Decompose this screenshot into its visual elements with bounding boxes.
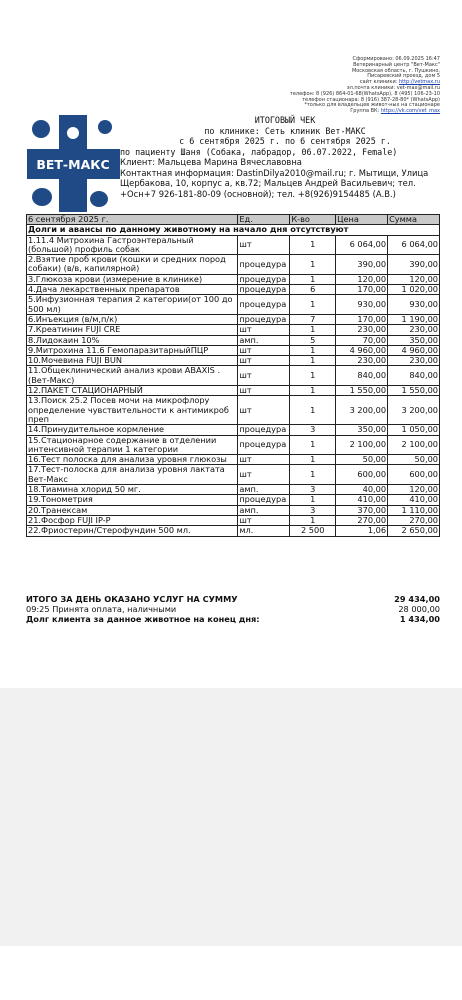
- item-price: 4 960,00: [336, 345, 388, 355]
- item-name: 20.Транексам: [27, 505, 238, 515]
- clinic-info-header: [290, 57, 440, 115]
- item-sum: 230,00: [388, 356, 440, 366]
- item-qty: 7: [290, 314, 336, 324]
- item-price: 230,00: [336, 325, 388, 335]
- item-unit: процедура: [238, 314, 290, 324]
- item-unit: процедура: [238, 285, 290, 295]
- table-row: [27, 396, 440, 425]
- table-row: [27, 526, 440, 536]
- table-header-row: [27, 215, 440, 225]
- logo-text: ВЕТ-МАКС: [36, 157, 110, 172]
- day-total-value: 29 434,00: [394, 594, 440, 604]
- receipt-title: ИТОГОВЫЙ ЧЕК: [254, 115, 316, 125]
- item-sum: 1 020,00: [388, 285, 440, 295]
- day-total-label: ИТОГО ЗА ДЕНЬ ОКАЗАНО УСЛУГ НА СУММУ: [26, 594, 238, 604]
- item-qty: 3: [290, 485, 336, 495]
- item-unit: шт: [238, 455, 290, 465]
- item-price: 1,06: [336, 526, 388, 536]
- item-sum: 4 960,00: [388, 345, 440, 355]
- item-qty: 1: [290, 465, 336, 485]
- item-name: 7.Креатинин FUJI CRE: [27, 325, 238, 335]
- clinic-hospital-phone: телефон стационара: 8 (916) 387-28-80* (WhatsApp): [302, 96, 440, 103]
- item-price: 6 064,00: [336, 235, 388, 255]
- table-row: [27, 505, 440, 515]
- item-price: 230,00: [336, 356, 388, 366]
- item-sum: 120,00: [388, 274, 440, 284]
- item-qty: 1: [290, 386, 336, 396]
- item-price: 840,00: [336, 366, 388, 386]
- table-row: [27, 455, 440, 465]
- item-unit: амп.: [238, 335, 290, 345]
- receipt-patient: по пациенту Шаня (Собака, лабрадор, 06.07.2022, Female): [120, 146, 398, 157]
- item-sum: 1 050,00: [388, 425, 440, 435]
- item-sum: 1 110,00: [388, 505, 440, 515]
- item-qty: 1: [290, 255, 336, 275]
- item-name: 10.Мочевина FUJI BUN: [27, 356, 238, 366]
- table-row: [27, 356, 440, 366]
- item-unit: процедура: [238, 435, 290, 455]
- item-name: 22.Фриостерин/Стерофундин 500 мл.: [27, 526, 238, 536]
- clinic-site-link[interactable]: http://vetmax.ru: [398, 79, 440, 86]
- item-qty: 1: [290, 495, 336, 505]
- item-sum: 2 100,00: [388, 435, 440, 455]
- item-name: 18.Тиамина хлорид 50 мг.: [27, 485, 238, 495]
- item-unit: шт: [238, 366, 290, 386]
- item-qty: 6: [290, 285, 336, 295]
- item-sum: 50,00: [388, 455, 440, 465]
- table-row: [27, 495, 440, 505]
- receipt-contact: Контактная информация: DastinDilya2010@mail.ru; г. Мытищи, Улица Щербакова, 10, корпус а, кв.72; Мальцев Андрей Васильевич; тел. +Осн+7 926-181-80-09 (основной); тел. +8(926)9154485 (А.В.): [120, 167, 429, 199]
- item-sum: 410,00: [388, 495, 440, 505]
- item-sum: 390,00: [388, 255, 440, 275]
- item-qty: 5: [290, 335, 336, 345]
- receipt-clinic: по клинике: Сеть клиник Вет-МАКС: [204, 125, 366, 136]
- table-row: [27, 345, 440, 355]
- col-header-unit: Ед.: [238, 215, 290, 225]
- item-qty: 1: [290, 396, 336, 425]
- services-table: [26, 214, 440, 537]
- payment-label: 09:25 Принята оплата, наличными: [26, 604, 177, 615]
- item-qty: 1: [290, 274, 336, 284]
- totals-block: [26, 594, 440, 625]
- item-name: 21.Фосфор FUJI IP-P: [27, 515, 238, 525]
- table-row: [27, 285, 440, 295]
- item-unit: шт: [238, 396, 290, 425]
- vet-max-logo: [27, 115, 120, 212]
- item-sum: 2 650,00: [388, 526, 440, 536]
- col-header-qty: К-во: [290, 215, 336, 225]
- clinic-name: Ветеринарный центр "Вет-Макс": [353, 61, 440, 68]
- item-price: 270,00: [336, 515, 388, 525]
- item-price: 70,00: [336, 335, 388, 345]
- clinic-hospital-note: *только для владельцев живот-ных на стационаре: [304, 102, 440, 109]
- clinic-phone: телефон: 8 (926) 864-01-68(WhatsApp), 8 (495) 106-23-10: [289, 90, 440, 97]
- item-qty: 1: [290, 295, 336, 315]
- item-name: 8.Лидокаин 10%: [27, 335, 238, 345]
- item-qty: 1: [290, 435, 336, 455]
- col-header-date: 6 сентября 2025 г.: [27, 215, 238, 225]
- receipt-header: [120, 115, 450, 199]
- item-price: 410,00: [336, 495, 388, 505]
- item-sum: 600,00: [388, 465, 440, 485]
- item-sum: 930,00: [388, 295, 440, 315]
- item-unit: процедура: [238, 295, 290, 315]
- item-unit: шт: [238, 465, 290, 485]
- item-price: 600,00: [336, 465, 388, 485]
- item-qty: 1: [290, 235, 336, 255]
- table-row: [27, 325, 440, 335]
- table-row: [27, 314, 440, 324]
- payment-value: 28 000,00: [398, 604, 440, 615]
- item-qty: 1: [290, 366, 336, 386]
- item-name: 6.Инъекция (в/м,п/к): [27, 314, 238, 324]
- item-sum: 1 550,00: [388, 386, 440, 396]
- item-unit: мл.: [238, 526, 290, 536]
- item-unit: шт: [238, 325, 290, 335]
- item-name: 3.Глюкоза крови (измерение в клинике): [27, 274, 238, 284]
- item-price: 2 100,00: [336, 435, 388, 455]
- table-row: [27, 335, 440, 345]
- item-name: 2.Взятие проб крови (кошки и средних пород собаки) (в/в, капилярной): [27, 255, 238, 275]
- table-row: [27, 465, 440, 485]
- item-qty: 3: [290, 425, 336, 435]
- debt-note-row: [27, 225, 440, 235]
- debt-end-value: 1 434,00: [399, 614, 440, 625]
- item-unit: амп.: [238, 485, 290, 495]
- item-price: 170,00: [336, 314, 388, 324]
- item-sum: 270,00: [388, 515, 440, 525]
- next-page-edge: [0, 946, 462, 1000]
- item-unit: шт: [238, 386, 290, 396]
- item-qty: 1: [290, 455, 336, 465]
- table-row: [27, 235, 440, 255]
- clinic-site: сайт клиники: http://vetmax.ru: [359, 79, 440, 86]
- item-name: 14.Принудительное кормление: [27, 425, 238, 435]
- item-price: 390,00: [336, 255, 388, 275]
- item-unit: шт: [238, 345, 290, 355]
- receipt-client: Клиент: Мальцева Марина Вячеславовна: [120, 157, 302, 167]
- item-name: 1.11.4 Митрохина Гастроэнтеральный (большой) профиль собак: [27, 235, 238, 255]
- item-sum: 1 190,00: [388, 314, 440, 324]
- debt-note: Долги и авансы по данному животному на начало дня отсутствуют: [27, 225, 440, 235]
- item-unit: шт: [238, 515, 290, 525]
- item-unit: шт: [238, 356, 290, 366]
- item-price: 1 550,00: [336, 386, 388, 396]
- col-header-price: Цена: [336, 215, 388, 225]
- item-sum: 840,00: [388, 366, 440, 386]
- item-name: 5.Инфузионная терапия 2 категории(от 100 до 500 мл): [27, 295, 238, 315]
- table-row: [27, 366, 440, 386]
- item-qty: 1: [290, 515, 336, 525]
- table-row: [27, 485, 440, 495]
- day-total-row: [26, 594, 440, 604]
- table-row: [27, 515, 440, 525]
- item-name: 19.Тонометрия: [27, 495, 238, 505]
- item-unit: процедура: [238, 425, 290, 435]
- table-row: [27, 255, 440, 275]
- item-sum: 6 064,00: [388, 235, 440, 255]
- clinic-email: эл.почта клиники: vet-max@mail.ru: [346, 84, 440, 91]
- item-name: 12.ПАКЕТ СТАЦИОНАРНЫЙ: [27, 386, 238, 396]
- debt-end-label: Долг клиента за данное животное на конец дня:: [26, 614, 260, 625]
- col-header-sum: Сумма: [388, 215, 440, 225]
- item-qty: 1: [290, 325, 336, 335]
- item-unit: шт: [238, 235, 290, 255]
- table-row: [27, 274, 440, 284]
- table-row: [27, 425, 440, 435]
- item-sum: 3 200,00: [388, 396, 440, 425]
- item-price: 930,00: [336, 295, 388, 315]
- item-qty: 2 500: [290, 526, 336, 536]
- item-qty: 1: [290, 356, 336, 366]
- clinic-address-2: Писаревский проезд, дом 5: [367, 73, 440, 80]
- payment-row: [26, 604, 440, 614]
- item-name: 17.Тест-полоска для анализа уровня лактата Вет-Макс: [27, 465, 238, 485]
- item-name: 15.Стационарное содержание в отделении интенсивной терапии 1 категории: [27, 435, 238, 455]
- item-unit: процедура: [238, 495, 290, 505]
- table-row: [27, 386, 440, 396]
- item-name: 9.Митрохина 11.6 ГемопаразитарныйПЦР: [27, 345, 238, 355]
- item-price: 40,00: [336, 485, 388, 495]
- item-price: 3 200,00: [336, 396, 388, 425]
- item-name: 4.Дача лекарственных препаратов: [27, 285, 238, 295]
- item-qty: 1: [290, 345, 336, 355]
- table-row: [27, 295, 440, 315]
- item-sum: 230,00: [388, 325, 440, 335]
- item-name: 13.Поиск 25.2 Посев мочи на микрофлору определение чувствительности к антимикроб преп: [27, 396, 238, 425]
- item-price: 170,00: [336, 285, 388, 295]
- generated-at: Сформировано: 06.09.2025 16:47: [352, 56, 440, 62]
- item-price: 370,00: [336, 505, 388, 515]
- item-name: 11.Общеклинический анализ крови ABAXIS .(Вет-Макс): [27, 366, 238, 386]
- item-qty: 3: [290, 505, 336, 515]
- clinic-address-1: Московская область, г. Пушкино,: [351, 67, 440, 74]
- viewer-background: [0, 688, 462, 946]
- item-unit: процедура: [238, 255, 290, 275]
- item-price: 50,00: [336, 455, 388, 465]
- item-price: 350,00: [336, 425, 388, 435]
- item-price: 120,00: [336, 274, 388, 284]
- item-unit: амп.: [238, 505, 290, 515]
- clinic-vk-link[interactable]: https://vk.com/vet_max: [380, 108, 440, 115]
- receipt-period: с 6 сентября 2025 г. по 6 сентября 2025 г.: [179, 136, 391, 146]
- item-name: 16.Тест полоска для анализа уровня глюкозы: [27, 455, 238, 465]
- debt-end-row: [26, 614, 440, 624]
- item-sum: 350,00: [388, 335, 440, 345]
- table-row: [27, 435, 440, 455]
- item-sum: 120,00: [388, 485, 440, 495]
- clinic-vk: Группа ВК: https://vk.com/vet_max: [350, 108, 440, 115]
- item-unit: процедура: [238, 274, 290, 284]
